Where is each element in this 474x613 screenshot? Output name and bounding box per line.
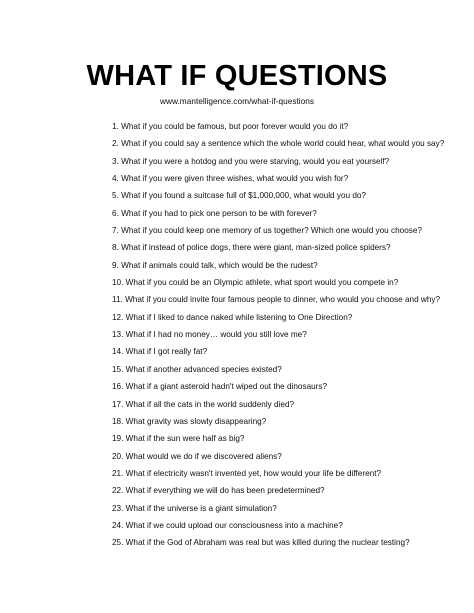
question-text: What if I got really fat?	[125, 347, 208, 357]
question-list	[112, 121, 444, 555]
question-number: 14.	[112, 347, 124, 357]
question-number: 8.	[112, 243, 119, 253]
list-item	[112, 416, 444, 433]
list-item	[112, 294, 444, 311]
question-number: 20.	[112, 451, 124, 461]
question-text: What if the God of Abraham was real but was killed during the nuclear testing?	[125, 538, 410, 548]
list-item	[112, 399, 444, 416]
question-text: What if the universe is a giant simulation?	[125, 503, 277, 513]
question-text: What if you could be an Olympic athlete, what sport would you compete in?	[125, 278, 399, 288]
question-text: What if you could be famous, but poor forever would you do it?	[121, 122, 349, 131]
question-text: What if I liked to dance naked while listening to One Direction?	[125, 312, 353, 322]
list-item	[112, 364, 444, 381]
list-item	[112, 329, 444, 346]
question-text: What if I had no money… would you still love me?	[125, 330, 307, 340]
question-number: 19.	[112, 434, 124, 444]
list-item	[112, 381, 444, 398]
question-text: What if all the cats in the world suddenly died?	[125, 399, 295, 409]
list-item	[112, 537, 444, 554]
question-text: What if you could say a sentence which the whole world could hear, what would you say?	[121, 139, 445, 149]
question-number: 6.	[112, 208, 119, 218]
question-text: What if you were a hotdog and you were starving, would you eat yourself?	[121, 156, 390, 166]
list-item	[112, 451, 444, 468]
list-item	[112, 346, 444, 363]
question-number: 3.	[112, 156, 119, 166]
question-number: 17.	[112, 399, 124, 409]
question-number: 16.	[112, 382, 124, 392]
question-number: 12.	[112, 312, 124, 322]
question-text: What if everything we will do has been predetermined?	[125, 486, 325, 496]
list-item	[112, 156, 444, 173]
question-text: What if electricity wasn't invented yet, how would your life be different?	[125, 468, 382, 478]
list-item	[112, 503, 444, 520]
question-number: 1.	[112, 122, 119, 131]
page-title: WHAT IF QUESTIONS	[86, 60, 388, 92]
list-item	[112, 138, 444, 155]
list-item	[112, 225, 444, 242]
question-text: What if you found a suitcase full of $1,000,000, what would you do?	[121, 191, 366, 201]
list-item	[112, 520, 444, 537]
list-item	[112, 433, 444, 450]
list-item	[112, 260, 444, 277]
list-item	[112, 485, 444, 502]
question-number: 13.	[112, 330, 124, 340]
list-item	[112, 468, 444, 485]
question-text: What if you had to pick one person to be with forever?	[121, 208, 317, 218]
question-number: 25.	[112, 538, 124, 548]
question-number: 21.	[112, 468, 124, 478]
question-text: What if animals could talk, which would be the rudest?	[121, 260, 318, 270]
question-number: 18.	[112, 416, 124, 426]
question-text: What if we could upload our consciousness into a machine?	[125, 520, 343, 530]
list-item	[112, 312, 444, 329]
list-item	[112, 173, 444, 190]
question-text: What gravity was slowly disappearing?	[125, 416, 267, 426]
list-item	[112, 208, 444, 225]
question-text: What if another advanced species existed?	[125, 364, 282, 374]
question-text: What if the sun were half as big?	[125, 434, 245, 444]
list-item	[112, 121, 444, 138]
list-item	[112, 242, 444, 259]
source-url: www.mantelligence.com/what-if-questions	[159, 96, 315, 106]
question-number: 5.	[112, 191, 119, 201]
question-number: 10.	[112, 278, 124, 288]
question-number: 4.	[112, 174, 119, 184]
question-text: What if a giant asteroid hadn't wiped out the dinosaurs?	[125, 382, 328, 392]
question-number: 22.	[112, 486, 124, 496]
question-text: What if you were given three wishes, what would you wish for?	[121, 174, 349, 184]
question-number: 7.	[112, 226, 119, 236]
question-text: What would we do if we discovered aliens?	[125, 451, 282, 461]
question-text: What if you could keep one memory of us together? Which one would you choose?	[121, 226, 422, 236]
question-text: What if you could invite four famous people to dinner, who would you choose and why?	[125, 295, 441, 305]
question-number: 2.	[112, 139, 119, 149]
list-item	[112, 277, 444, 294]
question-number: 15.	[112, 364, 124, 374]
question-number: 11.	[112, 295, 123, 305]
question-number: 23.	[112, 503, 124, 513]
question-text: What if instead of police dogs, there were giant, man-sized police spiders?	[121, 243, 391, 253]
list-item	[112, 190, 444, 207]
question-number: 24.	[112, 520, 124, 530]
question-number: 9.	[112, 260, 119, 270]
